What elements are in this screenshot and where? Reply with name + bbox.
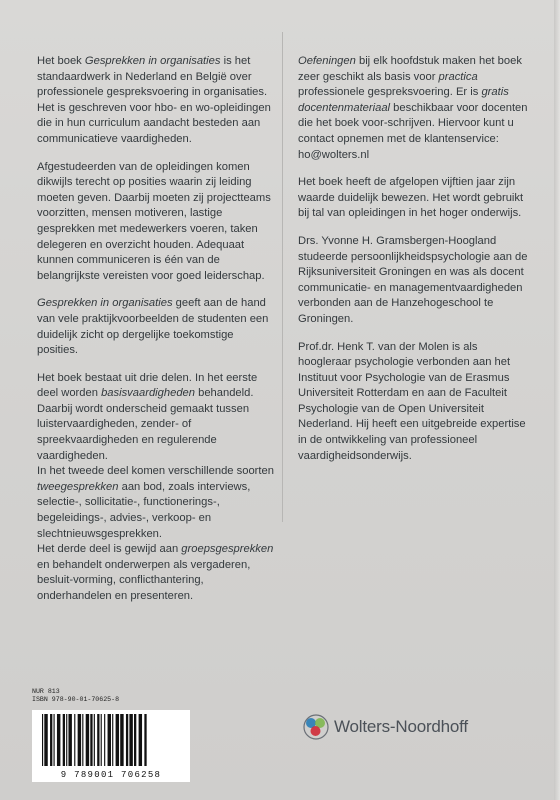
text: beschikbaar voor docenten die het boek voor-schrijven. Hiervoor kunt u contact opnemen met de klantenservice: ho@wolters.nl — [298, 101, 528, 161]
emphasis: groepsgesprekken — [181, 543, 274, 556]
barcode-bar — [42, 714, 43, 766]
barcode-bar — [101, 714, 102, 766]
text: Het boek bestaat uit drie delen. In het eerste deel worden — [37, 371, 258, 400]
barcode-bar — [112, 714, 113, 766]
barcode-bar — [74, 714, 75, 766]
examples-paragraph — [37, 296, 277, 358]
barcode-bar — [50, 714, 52, 766]
emphasis: Oefeningen — [298, 55, 356, 67]
barcode-bar — [66, 714, 67, 766]
graduates-paragraph: Afgestudeerden van de opleidingen komen dikwijls terecht op posities waarin zij leiding moeten geven. Daarbij moeten zij projectteams voorzitten, mensen motiveren, lastige gesprekken met medewerkers voeren, taken delegeren en overzicht houden. Adequaat kunnen communiceren is één van de belangrijkste vereisten voor goed leiderschap. — [37, 160, 271, 282]
emphasis: gratis docentenmateriaal — [298, 86, 509, 114]
barcode-bar — [57, 714, 60, 766]
barcode-digits: 9 789001 706258 — [60, 770, 162, 780]
emphasis: practica — [438, 70, 478, 83]
barcode-bar — [78, 714, 81, 766]
isbn-block — [32, 688, 190, 704]
text: Het boek — [37, 55, 85, 67]
parts-paragraph-3 — [37, 542, 277, 604]
barcode-bar — [120, 714, 123, 766]
barcode — [32, 710, 190, 782]
barcode-bar — [129, 714, 132, 766]
text: In het tweede deel komen verschillende soorten — [37, 465, 274, 478]
text: behandeld. Daarbij wordt onderscheid gemaakt tussen luistervaardigheden, zender- of spreekvaardigheden en regulerende vaardigheden. — [37, 387, 254, 462]
text: geeft aan de hand van vele praktijkvoorbeelden de studenten een duidelijk zicht op dergelijke toekomstige posities. — [37, 297, 269, 357]
barcode-bar — [97, 714, 99, 766]
barcode-bar — [63, 714, 65, 766]
text: professionele gespreksvoering. Er is — [298, 86, 482, 99]
text: aan bod, zoals interviews, selectie-, sollicitatie-, functionerings-, begeleidings-, advies-, verkoop- en slechtnieuwsgesprekken. — [37, 480, 251, 540]
barcode-bar — [68, 714, 71, 766]
barcode-bar — [104, 714, 105, 766]
publisher-name: Wolters-Noordhoff — [334, 717, 468, 736]
book-title: Gesprekken in organisaties — [37, 297, 173, 310]
author-bio-gramsbergen: Drs. Yvonne H. Gramsbergen-Hoogland studeerde persoonlijkheidspsychologie aan de Rijksuniversiteit Groningen en was als docent communicatie- en managementvaardigheden verbonden aan de Hanzehogeschool te Groningen. — [298, 234, 528, 325]
nur-code: NUR 813 — [32, 688, 60, 695]
column-divider — [282, 32, 283, 522]
wolters-kluwer-logo-icon — [302, 713, 330, 741]
barcode-bar — [108, 714, 111, 766]
barcode-bar — [139, 714, 142, 766]
isbn-code: ISBN 978-90-01-70625-8 — [32, 696, 120, 703]
exercises-paragraph — [298, 54, 530, 163]
barcode-bar — [54, 714, 55, 766]
publisher — [302, 712, 468, 742]
parts-paragraph-1 — [37, 371, 277, 465]
cover-edge — [554, 0, 560, 800]
barcode-bars — [32, 710, 190, 772]
text: Het derde deel is gewijd aan — [37, 543, 182, 556]
author-bio-van-der-molen: Prof.dr. Henk T. van der Molen is als hoogleraar psychologie verbonden aan het Instituut voor Psychologie van de Erasmus Universiteit Rotterdam en aan de Faculteit Psychologie van de Open Universiteit Nederland. Hij heeft een uitgebreide expertise in de ontwikkeling van professioneel vaardigheidsonderwijs. — [298, 340, 526, 462]
right-column — [298, 54, 530, 476]
intro-paragraph — [37, 54, 277, 148]
text: en behandelt onderwerpen als vergaderen, besluit-vorming, conflicthantering, onderhandelen en presenteren. — [37, 558, 251, 602]
text: bij elk hoofdstuk maken het boek zeer geschikt als basis voor — [298, 55, 522, 83]
barcode-bar — [94, 714, 95, 766]
barcode-bar — [44, 714, 47, 766]
left-column — [37, 54, 277, 617]
barcode-bar — [90, 714, 92, 766]
barcode-bar — [82, 714, 83, 766]
barcode-bar — [126, 714, 128, 766]
track-record-paragraph: Het boek heeft de afgelopen vijftien jaar zijn waarde duidelijk bewezen. Het wordt gebruikt bij tal van opleidingen in het hoger onderwijs. — [298, 176, 524, 220]
barcode-bar — [144, 714, 146, 766]
book-title: Gesprekken in organisaties — [84, 55, 221, 67]
parts-paragraph-2 — [37, 464, 277, 542]
barcode-bar — [134, 714, 136, 766]
barcode-bar — [86, 714, 89, 766]
text: is het standaardwerk in Nederland en België over professionele gespreksvoering in organisaties. Het is geschreven voor hbo- en wo-opleidingen die in hun curriculum aandacht besteden aan communicatieve vaardigheden. — [37, 55, 271, 145]
emphasis: basisvaardigheden — [101, 387, 195, 400]
barcode-bar — [116, 714, 119, 766]
emphasis: tweegesprekken — [37, 480, 119, 493]
